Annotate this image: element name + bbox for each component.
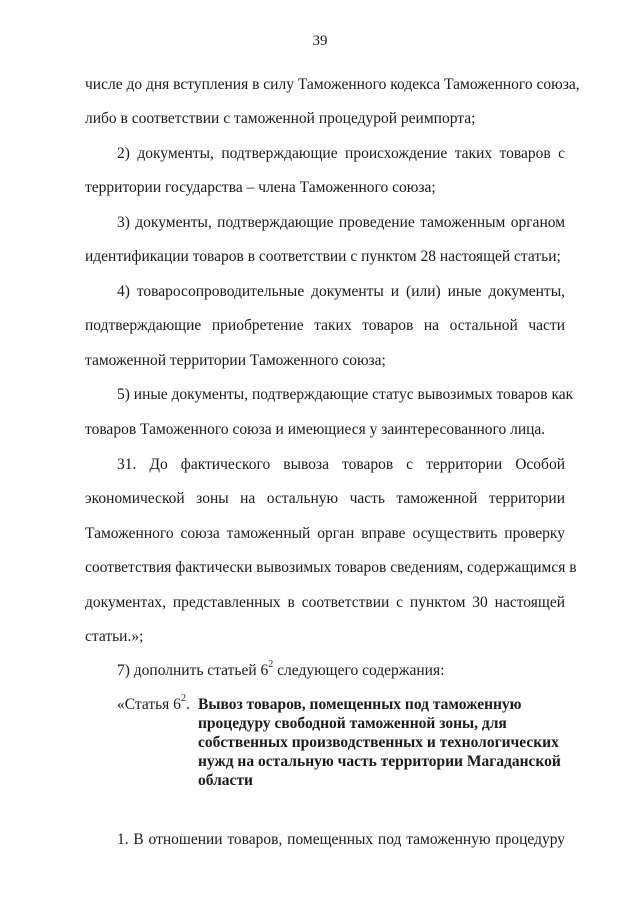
page-number: 39 [312,33,328,49]
text-line: 5) иные документы, подтверждающие статус вывозимых товаров как [117,386,574,403]
text-fragment: «Статья 6 [117,696,181,713]
text-fragment: . [185,696,190,713]
superscript: 2 [180,692,186,704]
text-line: идентификации товаров в соответствии с пунктом 28 настоящей статьи; [85,248,561,265]
text-line: 3) документы, подтверждающие проведение таможенным органом [117,214,565,231]
heading-line: нужд на остальную часть территории Магаданской [198,753,561,770]
text-line: Таможенного союза таможенный орган вправе осуществить проверку [85,525,565,542]
article-heading-prefix [117,692,190,715]
heading-line: Вывоз товаров, помещенных под таможенную [198,696,522,713]
text-fragment: 7) дополнить статьей 6 [117,662,269,679]
text-line: подтверждающие приобретение таких товаров на остальной части [85,317,565,334]
text-line: товаров Таможенного союза и имеющиеся у заинтересованного лица. [85,421,546,438]
superscript: 2 [268,658,274,670]
text-line: таможенной территории Таможенного союза; [85,352,386,369]
text-line: экономической зоны на остальную часть таможенной территории [85,490,565,507]
text-line: соответствия фактически вывозимых товаров сведениям, содержащимся в [85,559,577,576]
heading-line: собственных производственных и технологических [198,734,559,751]
text-line: 4) товаросопроводительные документы и (или) иные документы, [117,283,565,300]
text-line: 2) документы, подтверждающие происхождение таких товаров с [117,145,565,162]
text-line: документах, представленных в соответствии с пунктом 30 настоящей [85,594,565,611]
text-fragment: следующего содержания: [273,662,445,679]
text-line: числе до дня вступления в силу Таможенного кодекса Таможенного союза, [85,76,580,93]
text-line: либо в соответствии с таможенной процедурой реимпорта; [85,110,476,127]
article-heading-title [198,695,563,790]
text-line: территории государства – члена Таможенного союза; [85,179,436,196]
heading-line: процедуру свободной таможенной зоны, для [198,715,507,732]
text-line: статьи.»; [85,628,144,645]
text-line: 31. До фактического вывоза товаров с территории Особой [117,456,565,473]
heading-line: области [198,772,253,789]
paragraph-clause-1: 1. В отношении товаров, помещенных под таможенную процедуру [117,831,565,848]
paragraph-item-7 [117,658,565,681]
